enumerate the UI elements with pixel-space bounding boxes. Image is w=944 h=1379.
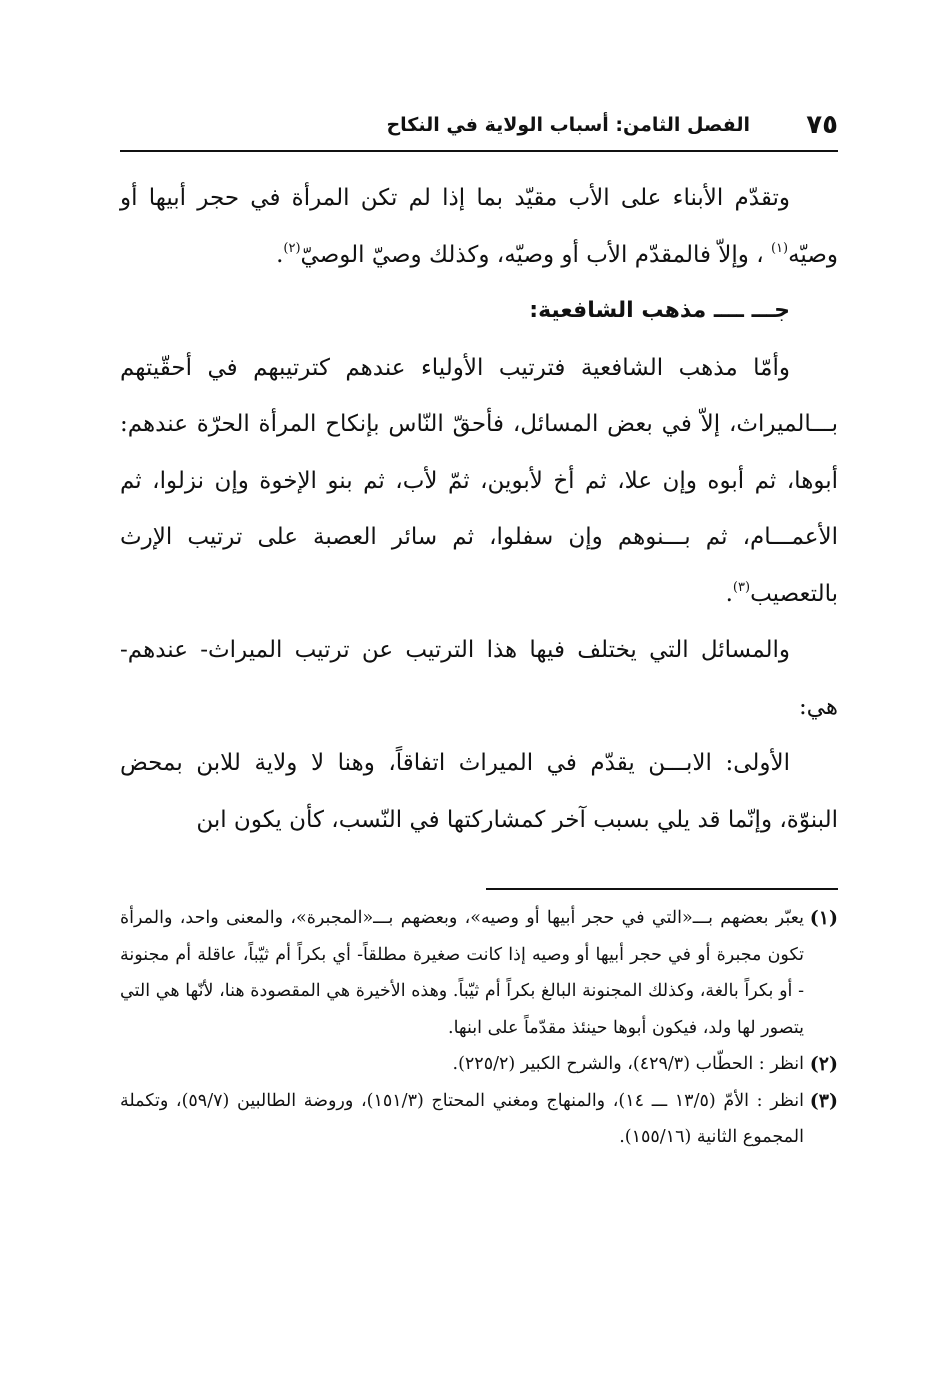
main-text [120,170,838,848]
running-header [120,108,838,152]
footnote-2-text: انظر : الحطّاب (٤٢٩/٣)، والشرح الكبير (٢٢٥/٢). [452,1054,804,1074]
footnote-1-number: (١) [809,907,838,929]
paragraph-1 [120,170,838,283]
paragraph-3: والمسائل التي يختلف فيها هذا الترتيب عن ترتيب الميراث- عندهم- هي: [120,637,838,720]
section-heading: جـــ ــــ مذهب الشافعية: [529,298,790,323]
footnote-separator [486,888,838,890]
footnotes [120,900,838,1156]
footnote-ref-2: (٢) [283,240,301,256]
paragraph-2-text-b: . [725,580,733,607]
footnote-2 [120,1046,838,1083]
footnote-3-number: (٣) [809,1089,838,1112]
footnote-ref-3: (٣) [732,579,751,595]
chapter-title: الفصل الثامن: أسباب الولاية في النكاح [386,114,750,136]
footnote-2-number: (٢) [809,1053,838,1075]
paragraph-2 [120,340,838,623]
paragraph-1-text-b: ، وإلاّ فالمقدّم الأب أو وصيّه، وكذلك وصيّ الوصيّ [300,241,771,268]
footnote-1 [120,900,838,1046]
paragraph-1-text-c: . [276,241,284,268]
paragraph-1-text-a: وتقدّم الأبناء على الأب مقيّد بما إذا لم تكن المرأة في حجر أبيها أو وصيّه [120,185,838,268]
page-number: ٧٥ [806,110,838,140]
footnote-ref-1: (١) [770,240,789,256]
paragraph-2-text-a: وأمّا مذهب الشافعية فترتيب الأولياء عندهم كترتيبهم في أحقّيتهم بـــالميراث، إلاّ في بعض المسائل، فأحقّ النّاس بإنكاح المرأة الحرّة عندهم: أبوها، ثم أبوه وإن علا، ثم أخ لأبوين، ثمّ لأب، ثم بنو الإخوة وإن نزلوا، ثم الأعمـــام، ثم بـــنوهم وإن سفلوا، ثم سائر العصبة على ترتيب الإرث بالتعصيب [120,354,838,607]
footnote-1-text: يعبّر بعضهم بـــ«التي في حجر أبيها أو وصيه»، وبعضهم بـــ«المجبرة»، والمعنى واحد، والمرأة تكون مجبرة أو في حجر أبيها أو وصيه إذا كانت صغيرة مطلقاً- أي بكراً أم ثيّباً، عاقلة أم مجنونة - أو بكراً بالغة، وكذلك المجنونة البالغ بكراً أم ثيّباً. وهذه الأخيرة هي المقصودة هنا، لأنّها هي التي يتصور لها ولد، فيكون أبوها حينئذ مقدّماً على ابنها. [120,908,804,1038]
paragraph-4: الأولى: الابـــن يقدّم في الميراث اتفاقاً، وهنا لا ولاية للابن بمحض البنوّة، وإنّما قد يلي بسبب آخر كمشاركتها في النّسب، كأن يكون ابن [120,750,838,833]
footnote-3-text: انظر : الأمّ (١٣/٥ ـــ ١٤)، والمنهاج ومغني المحتاج (١٥١/٣)، وروضة الطالبين (٥٩/٧)، وتكملة المجموع الثانية (١٥٥/١٦). [120,1090,804,1147]
footnote-3 [120,1083,838,1156]
